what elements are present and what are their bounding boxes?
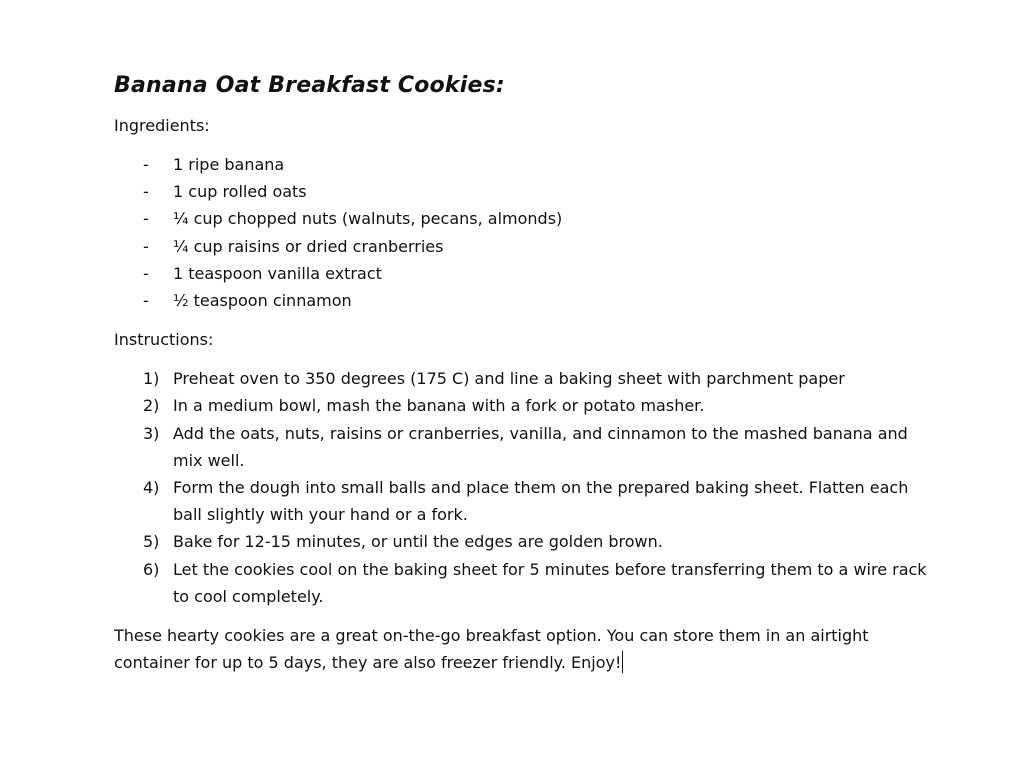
text-cursor	[622, 651, 623, 673]
instruction-step	[114, 528, 934, 555]
instructions-list	[114, 365, 934, 610]
step-number: 6)	[143, 559, 160, 579]
step-number: 1)	[143, 369, 160, 389]
step-text: Preheat oven to 350 degrees (175 C) and line a baking sheet with parchment paper	[173, 369, 845, 389]
step-text: Add the oats, nuts, raisins or cranberries, vanilla, and cinnamon to the mashed banana and mix well.	[173, 423, 908, 470]
step-text: Let the cookies cool on the baking sheet for 5 minutes before transferring them to a wire rack to cool completely.	[173, 559, 927, 606]
instruction-step	[114, 420, 934, 474]
list-dash: -	[143, 236, 149, 256]
ingredients-heading: Ingredients:	[114, 116, 210, 135]
step-text: In a medium bowl, mash the banana with a fork or potato masher.	[173, 396, 705, 416]
list-dash: -	[143, 263, 149, 283]
ingredient-item	[114, 260, 934, 287]
closing-text: These hearty cookies are a great on-the-go breakfast option. You can store them in an airtight container for up to 5 days, they are also freezer friendly. Enjoy!	[114, 626, 869, 673]
ingredient-text: 1 ripe banana	[173, 155, 285, 174]
instruction-step	[114, 474, 934, 528]
ingredients-list	[114, 151, 934, 314]
ingredient-item	[114, 287, 934, 314]
list-dash: -	[143, 182, 149, 202]
instructions-heading: Instructions:	[114, 330, 214, 350]
document-body[interactable]	[114, 66, 934, 676]
list-dash: -	[143, 155, 149, 174]
instruction-step	[114, 556, 934, 610]
ingredient-item	[114, 151, 934, 178]
closing-paragraph	[114, 622, 934, 676]
ingredient-text: ¼ cup raisins or dried cranberries	[173, 236, 444, 256]
ingredient-text: 1 cup rolled oats	[173, 182, 307, 202]
step-text: Form the dough into small balls and place them on the prepared baking sheet. Flatten each ball slightly with your hand or a fork.	[173, 478, 909, 525]
list-dash: -	[143, 209, 149, 229]
step-text: Bake for 12-15 minutes, or until the edges are golden brown.	[173, 532, 663, 552]
ingredient-item	[114, 205, 934, 232]
ingredient-text: ¼ cup chopped nuts (walnuts, pecans, almonds)	[173, 209, 563, 229]
ingredient-item	[114, 233, 934, 260]
step-number: 4)	[143, 478, 160, 498]
step-number: 5)	[143, 532, 160, 552]
step-number: 2)	[143, 396, 160, 416]
recipe-title: Banana Oat Breakfast Cookies:	[114, 73, 505, 98]
step-number: 3)	[143, 423, 160, 443]
ingredient-text: ½ teaspoon cinnamon	[173, 291, 352, 311]
instruction-step	[114, 392, 934, 419]
ingredient-item	[114, 178, 934, 205]
ingredient-text: 1 teaspoon vanilla extract	[173, 263, 382, 283]
list-dash: -	[143, 291, 149, 311]
instruction-step	[114, 365, 934, 392]
